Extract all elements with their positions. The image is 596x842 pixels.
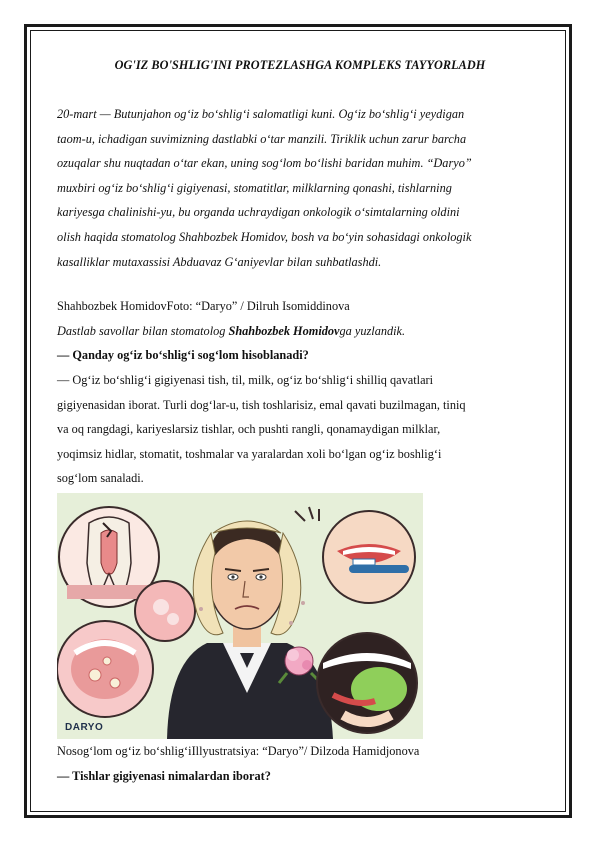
intro-paragraph <box>57 102 543 274</box>
lead-text-end: ga yuzlandik. <box>339 323 406 338</box>
intro-line: kariyesga chalinishi-yu, bu organda uchraydigan onkologik o‘simtalarning oldini <box>57 205 460 220</box>
interviewee-name: Shahbozbek Homidov <box>228 323 340 338</box>
lead-text: Dastlab savollar bilan stomatolog <box>57 323 229 338</box>
answer-paragraph <box>57 368 543 491</box>
intro-line: ozuqalar shu nuqtadan o‘tar ekan, uning sog‘lom bo‘lishi baridan muhim. “Daryo” <box>57 156 472 171</box>
intro-line: olish haqida stomatolog Shahbozbek Homidov, bosh va bo‘yin sohasidagi onkologik <box>57 229 472 244</box>
toothbrush-diagram <box>323 511 415 603</box>
mouth-sores-diagram <box>57 621 153 717</box>
answer-line: sog‘lom sanaladi. <box>57 471 144 486</box>
illustration <box>57 493 423 739</box>
intro-line: muxbiri og‘iz bo‘shlig‘i gigiyenasi, stomatitlar, milklarning qonashi, tishlarning <box>57 180 452 195</box>
document-body <box>57 58 543 788</box>
illustration-art <box>57 493 423 739</box>
gum-tissue-diagram <box>135 581 195 641</box>
intro-line: taom-u, ichadigan suvimizning dastlabki o‘tar manzili. Tiriklik uchun zarur barcha <box>57 131 467 146</box>
question-heading-2: — Tishlar gigiyenasi nimalardan iborat? <box>57 768 271 783</box>
illustration-caption: Nosog‘lom og‘iz bo‘shlig‘iIllyustratsiya: “Daryo”/ Dilzoda Hamidjonova <box>57 743 420 758</box>
lead-line <box>57 319 543 344</box>
answer-line: va oq rangdagi, kariyeslarsiz tishlar, och pushti rangli, qonamaydigan milklar, <box>57 422 441 437</box>
document-title: OG'IZ BO'SHLIG'INI PROTEZLASHGA KOMPLEKS TAYYORLADH <box>114 58 486 72</box>
question-heading: — Qanday og‘iz bo‘shlig‘i sog‘lom hisoblanadi? <box>57 348 309 363</box>
tongue-diagram <box>317 633 417 733</box>
answer-line: gigiyenasidan iborat. Turli dog‘lar-u, tish toshlarisiz, emal qavati buzilmagan, tiniq <box>57 397 466 412</box>
intro-line: kasalliklar mutaxassisi Abduavaz G‘aniyevlar bilan suhbatlashdi. <box>57 254 382 269</box>
daryo-logo: DARYO <box>65 721 104 733</box>
answer-line: yoqimsiz hidlar, stomatit, toshmalar va yaralardan xoli bo‘lgan og‘iz boshlig‘i <box>57 446 442 461</box>
intro-line: 20-mart — Butunjahon og‘iz bo‘shlig‘i salomatligi kuni. Og‘iz bo‘shlig‘i yeydigan <box>57 107 465 121</box>
photo-caption: Shahbozbek HomidovFoto: “Daryo” / Dilruh Isomiddinova <box>57 299 350 314</box>
answer-line: — Og‘iz bo‘shlig‘i gigiyenasi tish, til, milk, og‘iz bo‘shlig‘i shilliq qavatlari <box>57 372 434 387</box>
